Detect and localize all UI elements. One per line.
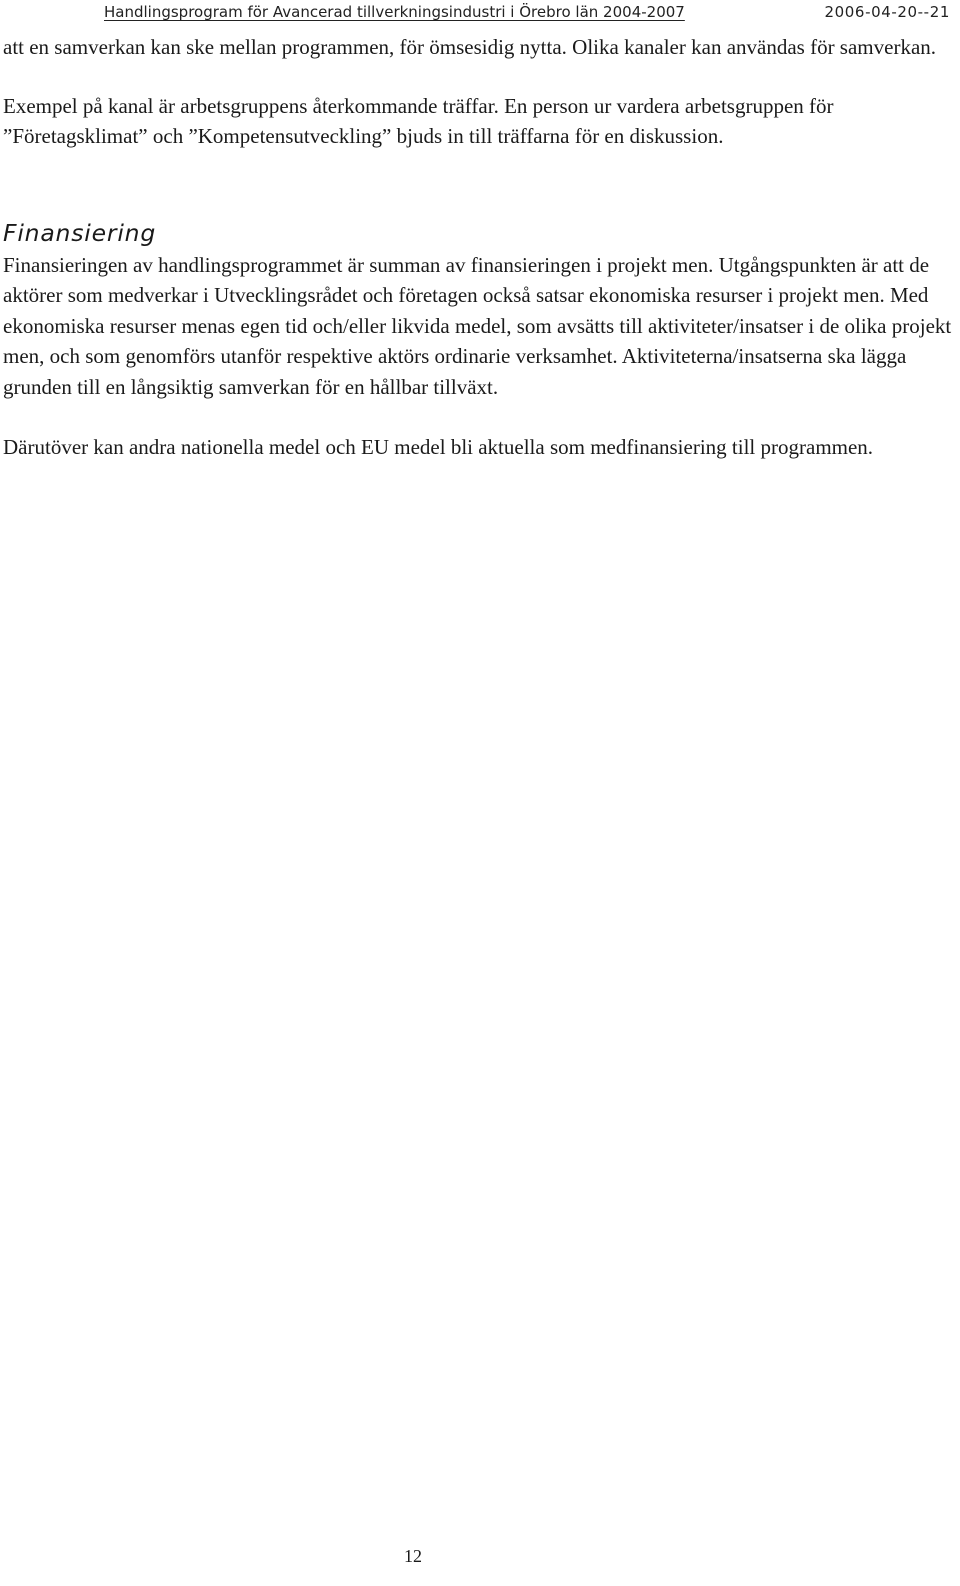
- paragraph-medfinansiering: Därutöver kan andra nationella medel och EU medel bli aktuella som medfinansiering till programmen.: [3, 435, 874, 459]
- page-header: [104, 2, 960, 22]
- paragraph-exempel: Exempel på kanal är arbetsgruppens återkommande träffar. En person ur vardera arbetsgruppen för ”Företagsklimat” och ”Kompetensutveckling” bjuds in till träffarna för en diskussion.: [3, 93, 834, 148]
- document-date: 2006-04-20--21: [824, 3, 950, 21]
- paragraph-finansiering: Finansieringen av handlingsprogrammet är summan av finansieringen i projekt men. Utgångspunkten är att de aktörer som medverkar i Utvecklingsrådet och företagen också satsar ekonomiska resurser i projekt men. Med ekonomiska resurser menas egen tid och/eller likvida medel, som avsätts till aktiviteter/insatser i de olika projekt men, och som genomförs utanför respektive aktörs ordinarie verksamhet. Aktiviteterna/insatserna ska lägga grunden till en långsiktig samverkan för en hållbar tillväxt.: [3, 252, 952, 399]
- document-title: Handlingsprogram för Avancerad tillverkningsindustri i Örebro län 2004-2007: [104, 3, 685, 21]
- page-content: [3, 32, 953, 463]
- section-heading-finansiering: Finansiering: [3, 218, 157, 247]
- paragraph-samverkan: att en samverkan kan ske mellan programmen, för ömsesidig nytta. Olika kanaler kan användas för samverkan.: [3, 35, 937, 59]
- page-number: 12: [404, 1546, 422, 1566]
